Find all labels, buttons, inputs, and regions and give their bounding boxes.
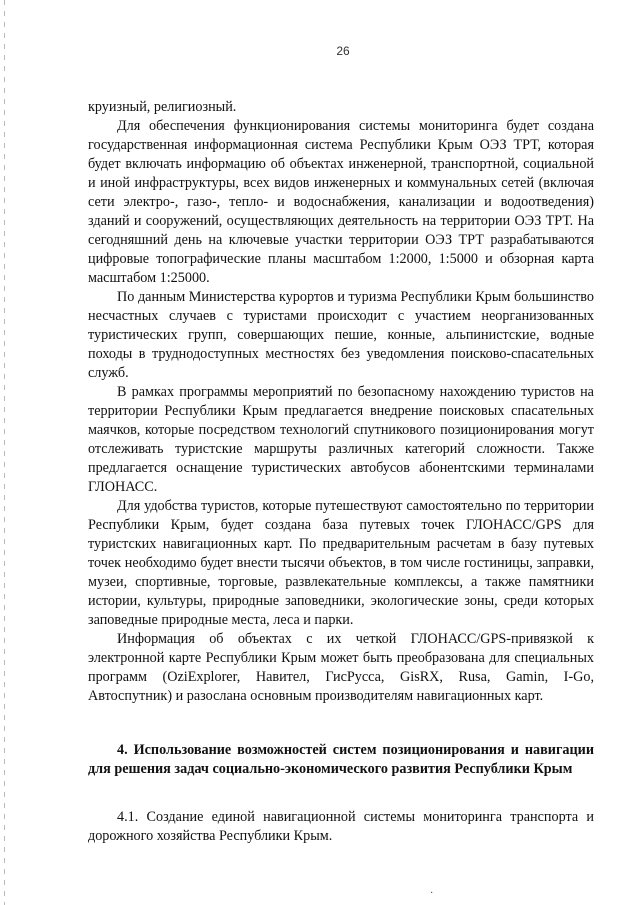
subsection-title: 4.1. Создание единой навигационной системы мониторинга транспорта и дорожного хозяйства Республики Крым. xyxy=(88,809,594,844)
document-body xyxy=(88,98,594,846)
paragraph-map-programs: Информация об объектах с их четкой ГЛОНАСС/GPS-привязкой к электронной карте Республики Крым может быть преобразована для специальных программ (OziExplorer, Навител, ГисРусса, GisRX, Rusa, Gamin, I-Go, Автоспутник) и разослана основным производителям навигационных карт. xyxy=(88,631,594,704)
scan-edge-mark xyxy=(4,0,5,905)
paragraph-tourist-accidents: По данным Министерства курортов и туризма Республики Крым большинство несчастных случаев с туристами происходит с участием неорганизованных туристических групп, совершающих пешие, конные, альпинистские, водные походы в труднодоступных местностях без уведомления поисково-спасательных служб. xyxy=(88,289,594,381)
scan-dot-mark: · xyxy=(430,888,434,899)
paragraph-continuation: круизный, религиозный. xyxy=(88,99,237,115)
page-number: 26 xyxy=(336,44,350,58)
section-heading: 4. Использование возможностей систем позиционирования и навигации для решения задач социально-экономического развития Республики Крым xyxy=(88,742,594,777)
paragraph-monitoring-system: Для обеспечения функционирования системы мониторинга будет создана государственная информационная система Республики Крым ОЭЗ ТРТ, которая будет включать информацию об объектах инженерной, транспортной, социальной и иной инфраструктуры, всех видов инженерных и коммунальных сетей (включая сети электро-, газо-, тепло- и водоснабжения, канализации и водоотведения) зданий и сооружений, осуществляющих деятельность на территории ОЭЗ ТРТ. На сегодняшний день на ключевые участки территории ОЭЗ ТРТ разрабатываются цифровые топографические планы масштабом 1:2000, 1:5000 и обзорная карта масштабом 1:25000. xyxy=(88,118,594,286)
paragraph-waypoints-database: Для удобства туристов, которые путешествуют самостоятельно по территории Республики Крым, будет создана база путевых точек ГЛОНАСС/GPS для туристских навигационных карт. По предварительным расчетам в базу путевых точек необходимо будет внести тысячи объектов, в том числе гостиницы, заправки, музеи, спортивные, торговые, развлекательные комплексы, а также памятники истории, культуры, природные заповедники, экологические зоны, среди которых заповедные природные места, леса и парки. xyxy=(88,498,594,628)
paragraph-rescue-beacons: В рамках программы мероприятий по безопасному нахождению туристов на территории Республики Крым предлагается внедрение поисковых спасательных маячков, которые посредством технологий спутникового позиционирования могут отслеживать туристские маршруты различных категорий сложности. Также предлагается оснащение туристических автобусов абонентскими терминалами ГЛОНАСС. xyxy=(88,384,594,495)
